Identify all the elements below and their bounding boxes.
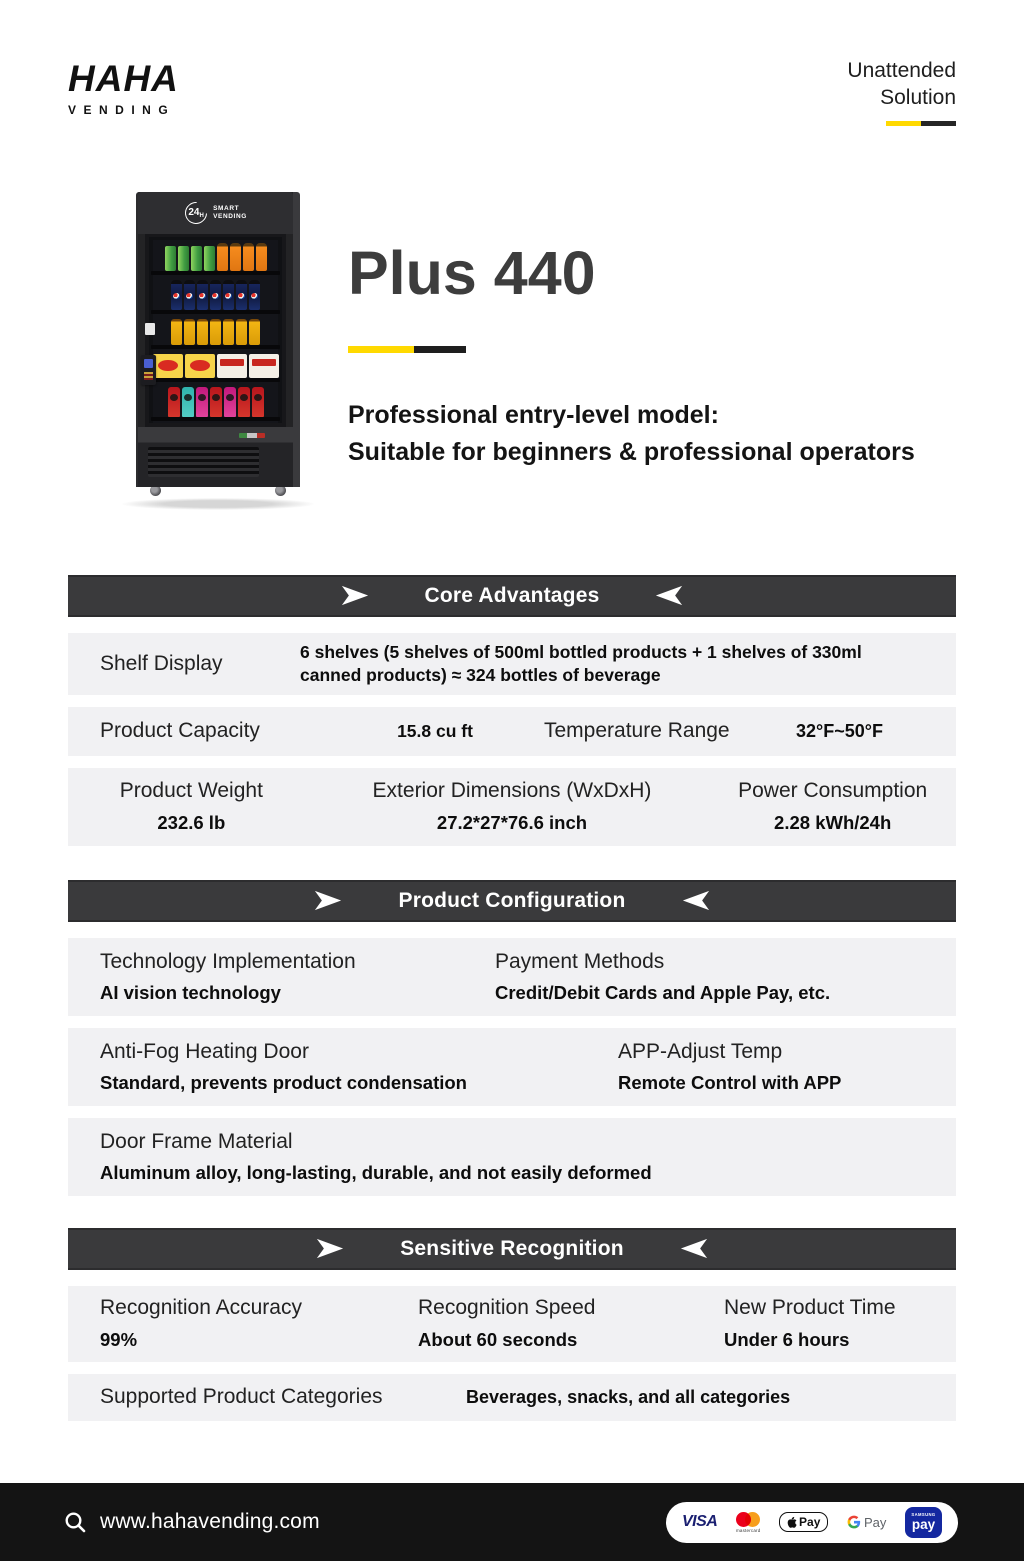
machine-product (223, 280, 234, 310)
machine-product (243, 243, 254, 271)
apple-icon (787, 1516, 797, 1528)
machine-product (184, 319, 195, 345)
spec-label: Temperature Range (544, 719, 730, 743)
machine-product (197, 319, 208, 345)
payment-methods-pill (666, 1502, 958, 1543)
spec-label: New Product Time (724, 1296, 896, 1320)
footer-website (64, 1510, 320, 1534)
config-cell-antifog (100, 1040, 618, 1094)
page-header (0, 0, 1024, 126)
machine-sign-text: SMART VENDING (213, 204, 247, 220)
config-row-technology-payment (68, 938, 956, 1016)
config-cell-technology (100, 950, 495, 1004)
machine-base-vent (138, 427, 293, 487)
google-pay-logo-icon: Pay (847, 1515, 886, 1530)
arrow-right-icon (341, 585, 369, 606)
spec-value: Standard, prevents product condensation (100, 1071, 467, 1093)
machine-product (153, 354, 183, 378)
spec-label: Door Frame Material (100, 1129, 293, 1153)
hero-subtitle (348, 397, 915, 471)
machine-product (196, 387, 208, 417)
apple-pay-logo-icon: Pay (779, 1512, 828, 1532)
machine-product (230, 243, 241, 271)
google-g-icon (847, 1515, 861, 1529)
spec-label: Recognition Speed (418, 1296, 596, 1320)
spec-label: Exterior Dimensions (WxDxH) (372, 779, 652, 803)
machine-shelf (153, 351, 278, 378)
spec-label: Payment Methods (495, 949, 665, 973)
search-icon (64, 1511, 87, 1534)
title-accent-bar (348, 346, 466, 353)
machine-product (171, 280, 182, 310)
spec-value: Aluminum alloy, long-lasting, durable, and not easily deformed (100, 1161, 652, 1183)
spec-cell-dimensions (315, 779, 710, 834)
page-title: Plus 440 (348, 238, 596, 307)
arrow-right-icon (316, 1238, 344, 1259)
machine-product (217, 243, 228, 271)
spec-value: 2.28 kWh/24h (774, 812, 892, 834)
machine-shelf (153, 316, 278, 345)
spec-value: 32°F~50°F (796, 720, 883, 741)
spec-label: APP-Adjust Temp (618, 1039, 783, 1063)
spec-sections (68, 530, 956, 1421)
machine-product (236, 280, 247, 310)
machine-product (165, 246, 176, 271)
recognition-cell-accuracy (100, 1296, 418, 1351)
visa-logo-icon: VISA (682, 1513, 718, 1530)
machine-product (204, 246, 215, 271)
arrow-right-icon (314, 890, 342, 911)
recognition-row-categories (68, 1374, 956, 1421)
machine-shelf (153, 277, 278, 310)
machine-glass (153, 240, 278, 423)
config-cell-payment (495, 950, 932, 1004)
brand-name: HAHA (68, 58, 179, 99)
machine-product (185, 354, 215, 378)
spec-value: 27.2*27*76.6 inch (436, 812, 588, 834)
machine-product (168, 387, 180, 417)
section-title: Product Configuration (398, 888, 626, 912)
machine-product (249, 354, 279, 378)
spec-value: Remote Control with APP (618, 1071, 842, 1093)
machine-product (236, 319, 247, 345)
samsung-pay-logo-icon: SAMSUNG pay (905, 1507, 942, 1538)
spec-row-shelf-display (68, 633, 956, 695)
tagline-accent-bar (886, 121, 956, 126)
spec-label: Shelf Display (100, 651, 223, 675)
machine-product (191, 246, 202, 271)
section-header-product-configuration (68, 880, 956, 922)
machine-product (223, 319, 234, 345)
machine-product (178, 246, 189, 271)
arrow-left-icon (682, 890, 710, 911)
tagline-line2: Solution (880, 85, 956, 109)
spec-label: Power Consumption (738, 779, 928, 803)
spec-row-capacity-temperature (68, 707, 956, 756)
machine-shelf (153, 240, 278, 271)
spec-value: 15.8 cu ft (397, 720, 473, 741)
header-tagline (847, 58, 956, 126)
spec-label: Anti-Fog Heating Door (100, 1039, 309, 1063)
recognition-row-metrics (68, 1286, 956, 1362)
config-row-antifog-apptemp (68, 1028, 956, 1106)
hero-section (68, 192, 956, 530)
machine-product (210, 387, 222, 417)
spec-label: Supported Product Categories (100, 1385, 383, 1409)
spec-label: Recognition Accuracy (100, 1296, 302, 1320)
section-header-sensitive-recognition (68, 1228, 956, 1270)
recognition-cell-new-product (724, 1296, 932, 1351)
mastercard-logo-icon: mastercard (736, 1512, 761, 1533)
machine-product (238, 387, 250, 417)
page-footer (0, 1483, 1024, 1561)
machine-shelf (153, 384, 278, 417)
spec-label: Technology Implementation (100, 949, 356, 973)
spec-value: About 60 seconds (418, 1329, 578, 1351)
machine-qr-sticker (145, 323, 155, 335)
machine-shadow (122, 498, 314, 510)
machine-product (210, 319, 221, 345)
arrow-left-icon (655, 585, 683, 606)
spec-cell-weight (68, 779, 315, 834)
machine-door (145, 234, 286, 427)
brand-subtitle: VENDING (68, 103, 176, 117)
machine-product (224, 387, 236, 417)
tagline-line1: Unattended (847, 59, 956, 82)
spec-label: Product Capacity (100, 719, 260, 743)
machine-product (184, 280, 195, 310)
machine-product (256, 243, 267, 271)
spec-value: 99% (100, 1329, 138, 1351)
machine-product (249, 319, 260, 345)
vending-machine-illustration (136, 192, 300, 510)
spec-label: Product Weight (119, 779, 263, 803)
spec-value: 232.6 lb (157, 812, 226, 834)
machine-product (252, 387, 264, 417)
machine-product (171, 319, 182, 345)
machine-cabinet (136, 192, 300, 487)
spec-value: Under 6 hours (724, 1329, 850, 1351)
hero-text (348, 238, 915, 471)
machine-product (210, 280, 221, 310)
24h-circle-icon: 24 H (184, 201, 208, 225)
machine-24h-logo (184, 201, 247, 225)
section-header-core-advantages (68, 575, 956, 617)
section-title: Core Advantages (424, 583, 600, 607)
arrow-left-icon (680, 1238, 708, 1259)
brand-logo (68, 58, 179, 117)
website-url-link[interactable]: www.hahavending.com (100, 1510, 320, 1533)
machine-product (197, 280, 208, 310)
spec-value: 6 shelves (5 shelves of 500ml bottled products + 1 shelves of 330ml canned products) ≈ 324 bottles of beverage (300, 641, 862, 685)
spec-value: Credit/Debit Cards and Apple Pay, etc. (495, 981, 831, 1003)
recognition-cell-speed (418, 1296, 724, 1351)
machine-product (249, 280, 260, 310)
machine-card-reader (141, 355, 156, 385)
config-cell-apptemp (618, 1040, 932, 1094)
machine-sign (138, 192, 293, 234)
spec-row-weight-dimensions-power (68, 768, 956, 846)
config-row-door-frame (68, 1118, 956, 1196)
machine-product (217, 354, 247, 378)
subtitle-line1: Professional entry-level model: (348, 400, 719, 429)
subtitle-line2: Suitable for beginners & professional operators (348, 437, 915, 466)
spec-value: AI vision technology (100, 981, 281, 1003)
spec-value: Beverages, snacks, and all categories (466, 1386, 791, 1407)
machine-product (182, 387, 194, 417)
section-title: Sensitive Recognition (400, 1236, 624, 1260)
spec-cell-power (709, 779, 956, 834)
